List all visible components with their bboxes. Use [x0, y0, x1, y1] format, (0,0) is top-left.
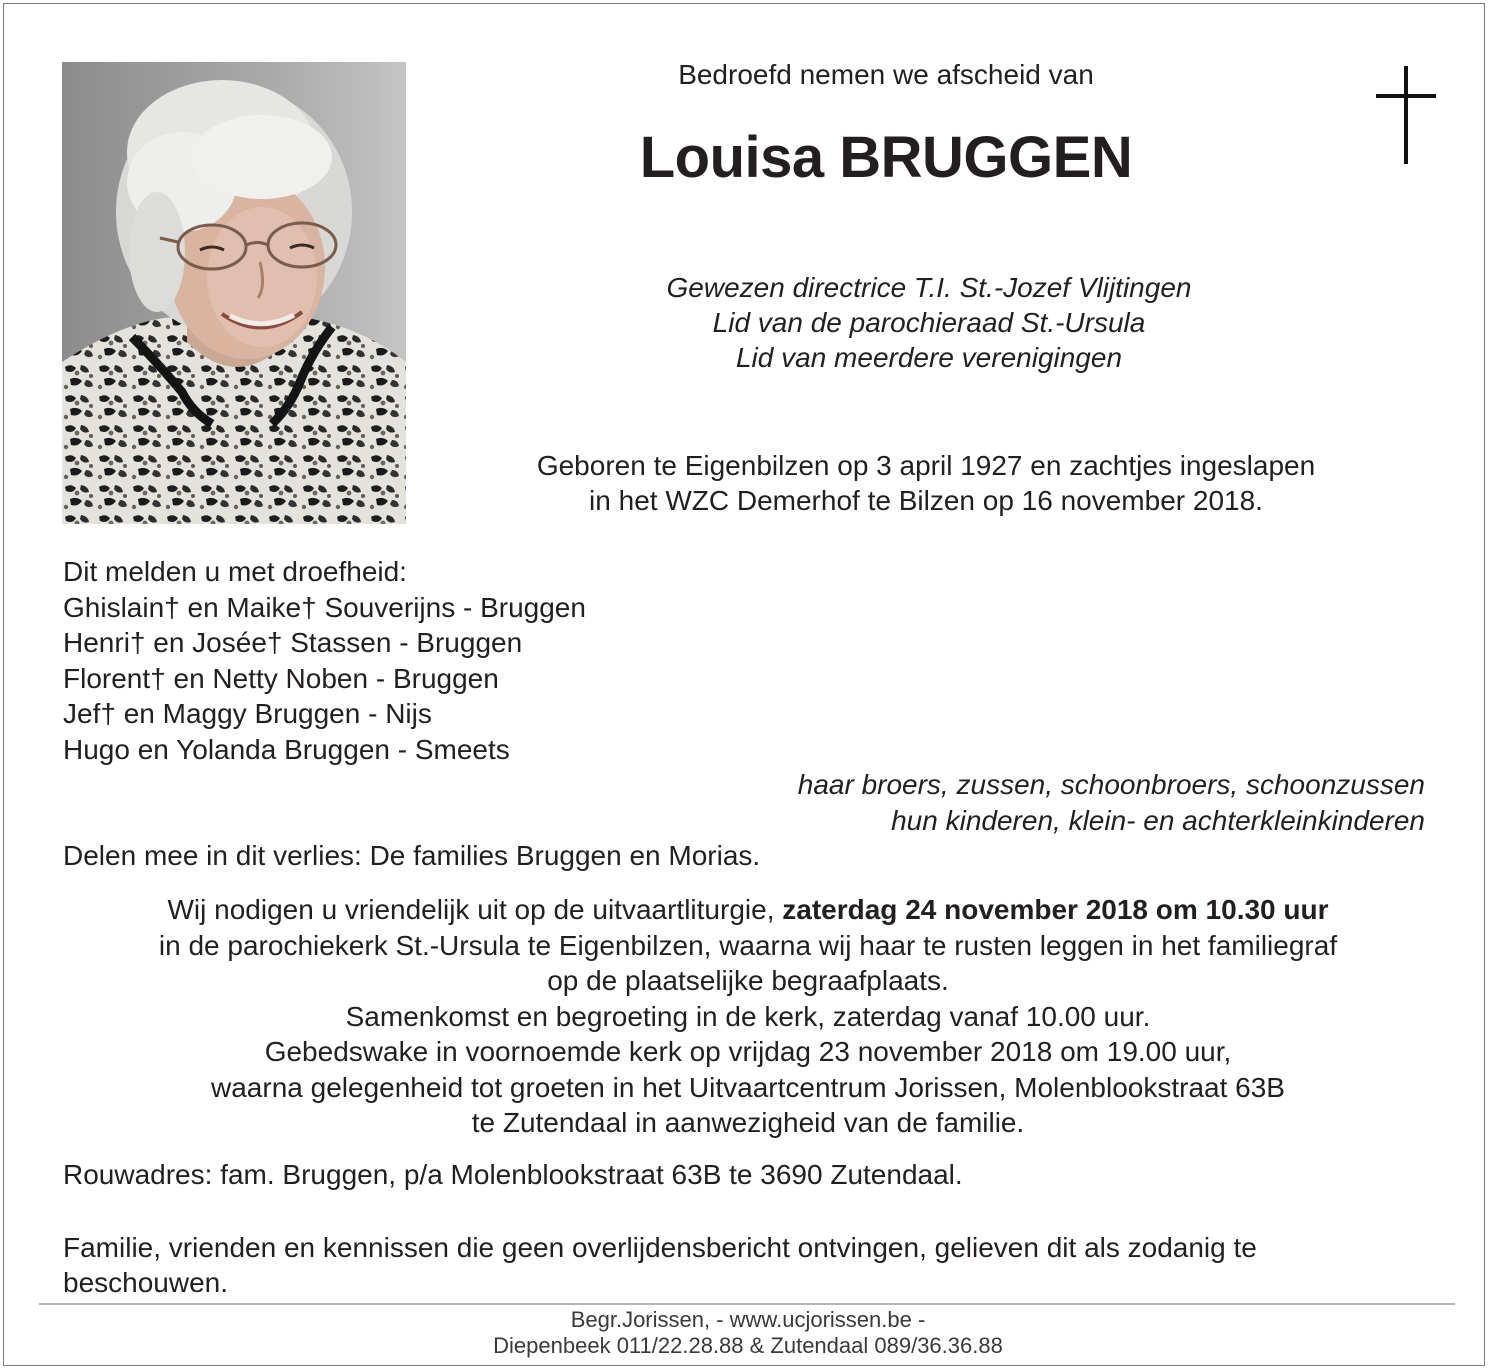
portrait-photo: [62, 62, 406, 524]
funeral-home-footer: [44, 1307, 1452, 1359]
titles-block: [524, 270, 1334, 375]
funeral-datetime: zaterdag 24 november 2018 om 10.30 uur: [782, 894, 1329, 925]
footer-line: Diepenbeek 011/22.28.88 & Zutendaal 089/36.36.88: [493, 1333, 1003, 1358]
family-member: Henri† en Josée† Stassen - Bruggen: [63, 627, 523, 658]
family-member: Hugo en Yolanda Bruggen - Smeets: [63, 733, 510, 765]
invitation-line: Gebedswake in voornoemde kerk op vrijdag 23 november 2018 om 19.00 uur,: [264, 1036, 1232, 1067]
funeral-invitation: [44, 892, 1452, 1141]
family-member: Jef† en Maggy Bruggen - Nijs: [63, 698, 432, 729]
portrait-illustration: [62, 62, 406, 524]
footer-divider: [39, 1303, 1455, 1305]
invitation-line: in de parochiekerk St.-Ursula te Eigenbilzen, waarna wij haar te rusten leggen in het familiegraf: [158, 929, 1338, 961]
intro-text: Bedroefd nemen we afscheid van: [678, 59, 1094, 90]
family-relation: hun kinderen, klein- en achterkleinkinderen: [891, 804, 1425, 836]
invitation-line: waarna gelegenheid tot groeten in het Uitvaartcentrum Jorissen, Molenblookstraat 63B: [211, 1071, 1285, 1103]
footer-line: Begr.Jorissen, - www.ucjorissen.be -: [570, 1307, 926, 1332]
obituary-card: [3, 3, 1485, 1366]
family-relation: haar broers, zussen, schoonbroers, schoonzussen: [797, 769, 1425, 800]
family-member: Ghislain† en Maike† Souverijns - Bruggen: [63, 591, 586, 623]
latin-cross-icon: [1376, 66, 1436, 164]
shared-loss-line: Delen mee in dit verlies: De families Bruggen en Morias.: [63, 840, 761, 871]
invitation-line: [44, 892, 1452, 928]
death-line: in het WZC Demerhof te Bilzen op 16 november 2018.: [589, 485, 1263, 516]
deceased-name: Louisa BRUGGEN: [639, 125, 1133, 190]
title-line: Lid van meerdere verenigingen: [735, 342, 1123, 373]
birth-death-block: [456, 448, 1396, 518]
title-line: Lid van de parochieraad St.-Ursula: [712, 307, 1146, 338]
family-heading: Dit melden u met droefheid:: [63, 556, 407, 587]
family-member: Florent† en Netty Noben - Bruggen: [63, 662, 499, 694]
birth-line: Geboren te Eigenbilzen op 3 april 1927 en zachtjes ingeslapen: [536, 450, 1316, 481]
invitation-line: Samenkomst en begroeting in de kerk, zaterdag vanaf 10.00 uur.: [345, 1000, 1151, 1032]
invitation-prefix: Wij nodigen u vriendelijk uit op de uitvaartliturgie,: [167, 894, 783, 925]
invitation-line: op de plaatselijke begraafplaats.: [547, 965, 949, 996]
notice-text: Familie, vrienden en kennissen die geen overlijdensbericht ontvingen, gelieven dit als zodanig te beschouwen.: [63, 1232, 1257, 1298]
mourning-address: Rouwadres: fam. Bruggen, p/a Molenblookstraat 63B te 3690 Zutendaal.: [63, 1159, 963, 1190]
invitation-line: te Zutendaal in aanwezigheid van de familie.: [471, 1107, 1025, 1138]
title-line: Gewezen directrice T.I. St.-Jozef Vlijtingen: [666, 272, 1192, 303]
family-block: [63, 554, 1443, 874]
